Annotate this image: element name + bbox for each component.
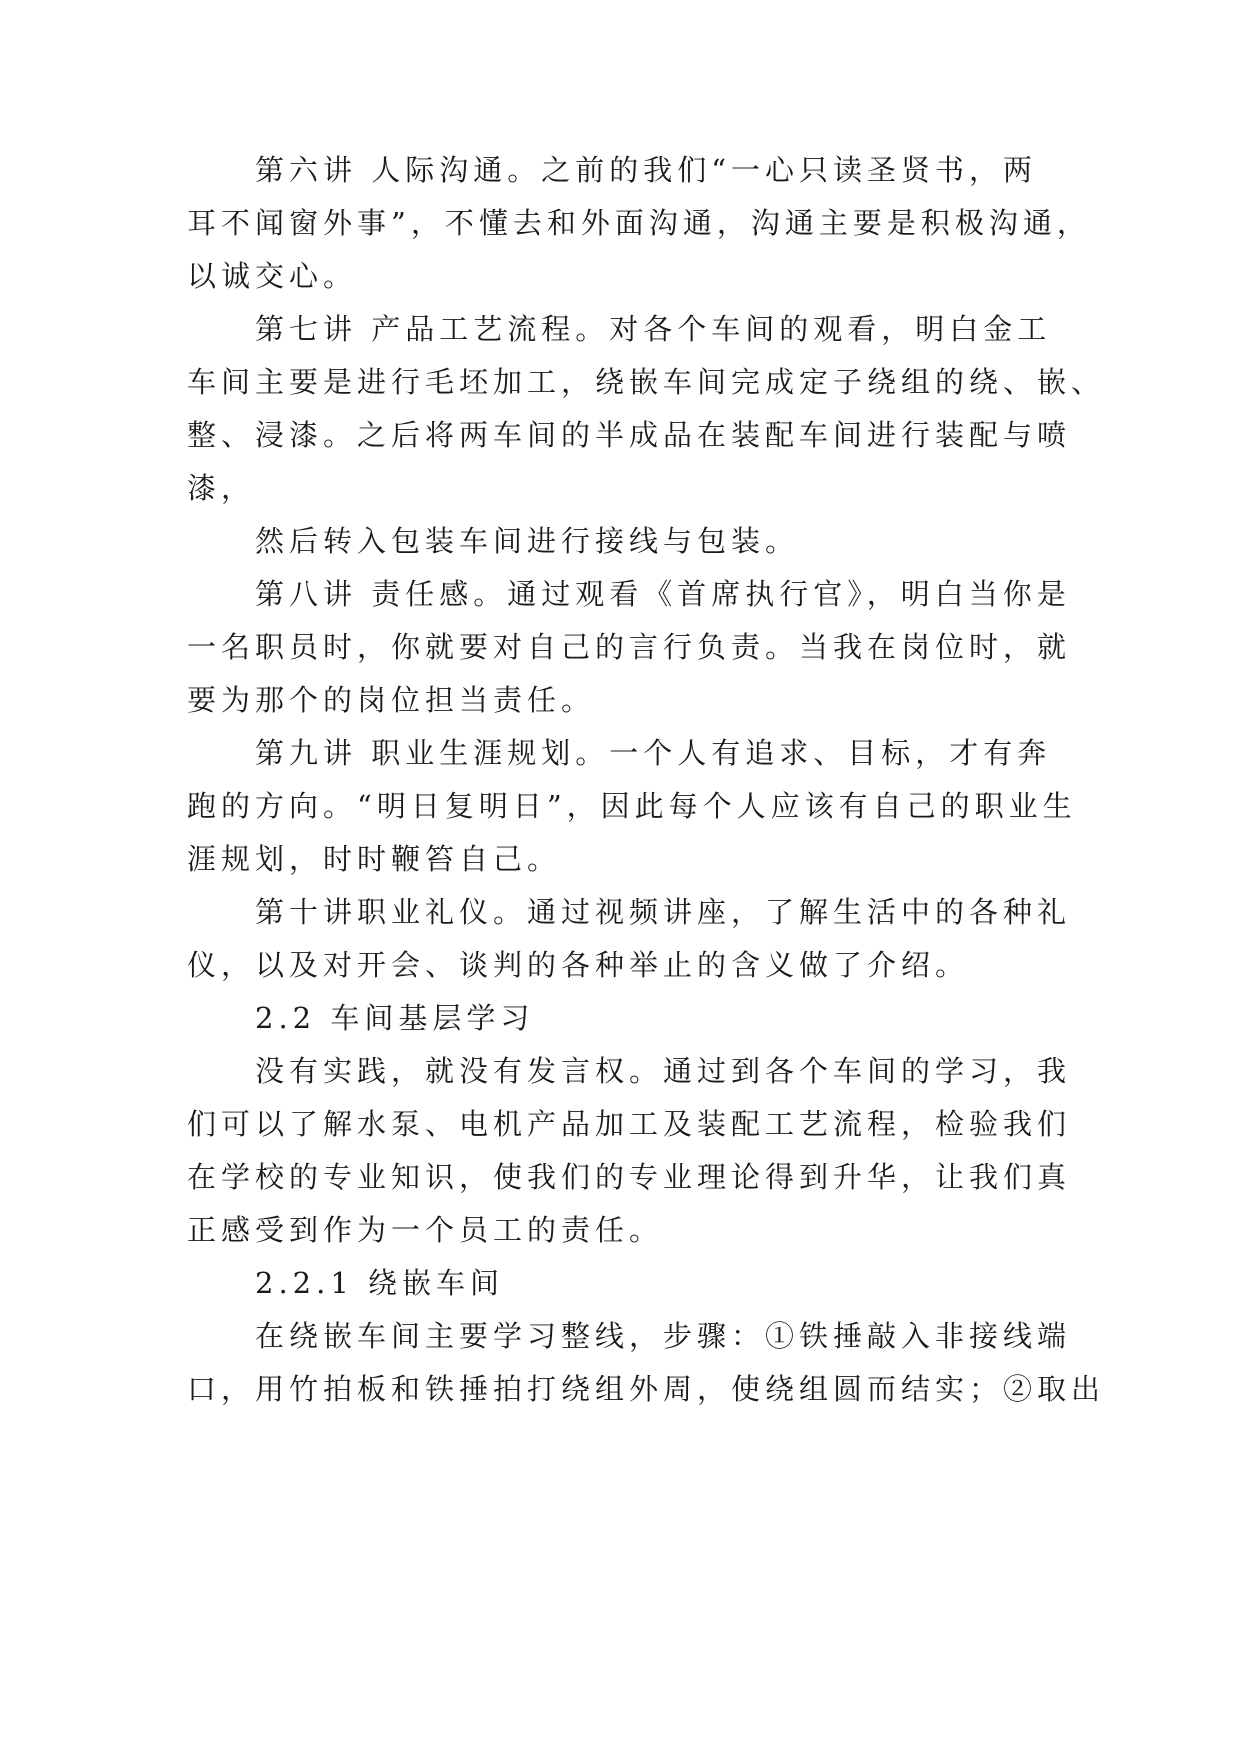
text-line: 没有实践，就没有发言权。通过到各个车间的学习，我 [255,1054,1072,1088]
text-line: 第六讲 人际沟通。之前的我们“一心只读圣贤书，两 [255,153,1038,187]
text-line: 在学校的专业知识，使我们的专业理论得到升华，让我们真 [187,1160,1072,1194]
text-line: 第七讲 产品工艺流程。对各个车间的观看，明白金工 [255,312,1052,346]
text-line: 正感受到作为一个员工的责任。 [187,1213,664,1247]
text-line: 涯规划，时时鞭笞自己。 [187,842,562,876]
text-line: 一名职员时，你就要对自己的言行负责。当我在岗位时，就 [187,630,1072,664]
section-heading: 2.2 车间基层学习 [255,1001,535,1035]
text-line: 第八讲 责任感。通过观看《首席执行官》，明白当你是 [255,577,1071,611]
text-line: 第九讲 职业生涯规划。一个人有追求、目标，才有奔 [255,736,1052,770]
text-line: 口，用竹拍板和铁捶拍打绕组外周，使绕组圆而结实；②取出 [187,1372,1106,1406]
text-line: 第十讲职业礼仪。通过视频讲座，了解生活中的各种礼 [255,895,1072,929]
text-line: 在绕嵌车间主要学习整线，步骤：①铁捶敲入非接线端 [255,1319,1072,1353]
text-line: 耳不闻窗外事”，不懂去和外面沟通，沟通主要是积极沟通， [187,206,1091,240]
text-line: 整、浸漆。之后将两车间的半成品在装配车间进行装配与喷 [187,418,1072,452]
text-line: 跑的方向。“明日复明日”，因此每个人应该有自己的职业生 [187,789,1077,823]
text-line: 们可以了解水泵、电机产品加工及装配工艺流程，检验我们 [187,1107,1072,1141]
text-line: 车间主要是进行毛坯加工，绕嵌车间完成定子绕组的绕、嵌、 [187,365,1106,399]
subsection-heading: 2.2.1 绕嵌车间 [255,1266,505,1300]
text-line: 仪，以及对开会、谈判的各种举止的含义做了介绍。 [187,948,970,982]
text-line: 漆， [187,471,256,505]
text-line: 以诚交心。 [187,259,358,293]
text-line: 要为那个的岗位担当责任。 [187,683,596,717]
text-line: 然后转入包装车间进行接线与包装。 [255,524,800,558]
